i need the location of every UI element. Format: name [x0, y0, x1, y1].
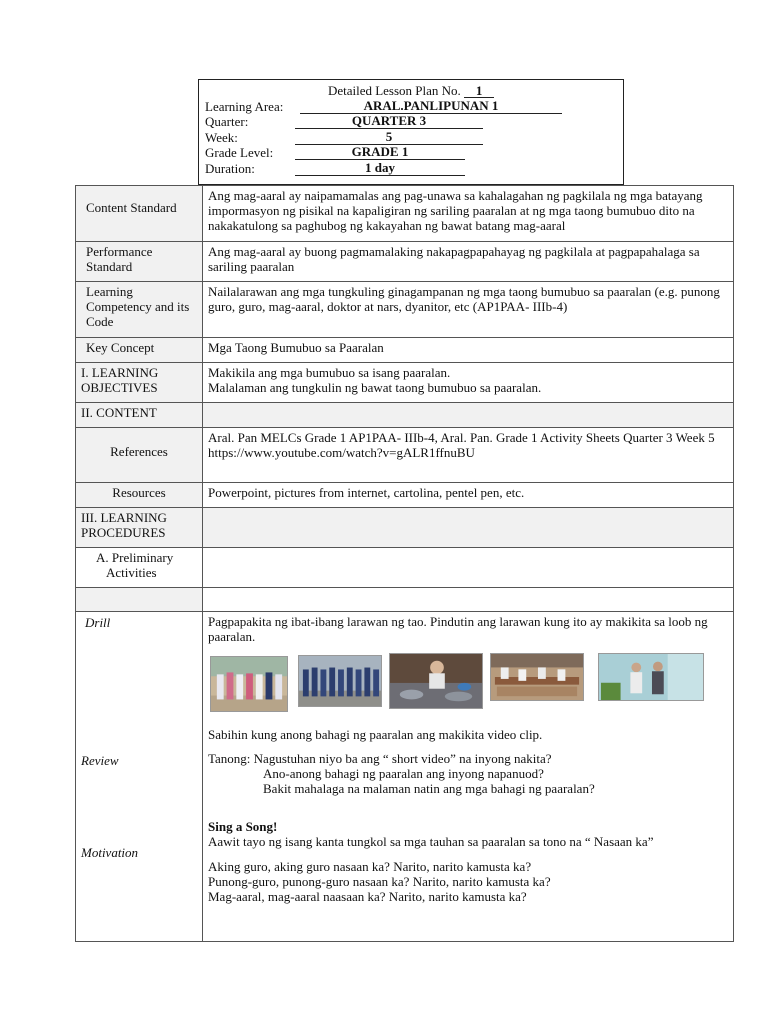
review-question-1: Tanong: Nagustuhan niyo ba ang “ short video” na inyong nakita? [208, 751, 552, 766]
song-lyric-1: Aking guro, aking guro nasaan ka? Narito, narito kamusta ka? [208, 859, 532, 874]
resources-label: Resources [76, 483, 203, 508]
week-value: 5 [295, 130, 483, 145]
spacer-value [203, 588, 734, 612]
learning-area-label: Learning Area: [205, 98, 284, 114]
duration-label: Duration: [205, 160, 255, 176]
row-preliminary [76, 548, 734, 588]
content-standard-value: Ang mag-aaral ay naipamamalas ang pag-unawa sa kahalagahan ng pagkilala ng mga batayang impormasyon ng pisikal na kapaligiran ng sariling paaralan at ng mga taong bumubuo dito na nakakatulong sa paghubog ng kakayahan ng bawat batang mag-aaral [203, 186, 734, 242]
duration-row [205, 161, 617, 177]
activities-labels [76, 612, 203, 942]
objectives-label: I. LEARNING OBJECTIVES [76, 363, 203, 403]
spacer-label [76, 588, 203, 612]
row-content [76, 403, 734, 428]
header-title: Detailed Lesson Plan No. 1 [205, 83, 617, 99]
grade-row [205, 145, 617, 161]
content-value [203, 403, 734, 428]
preliminary-label: A. Preliminary Activities [76, 548, 203, 588]
row-objectives [76, 363, 734, 403]
row-activities [76, 612, 734, 942]
week-row [205, 130, 617, 146]
review-label: Review [81, 753, 119, 768]
song-intro: Aawit tayo ng isang kanta tungkol sa mga tauhan sa paaralan sa tono na “ Nasaan ka” [208, 834, 654, 849]
lesson-number: 1 [464, 84, 494, 98]
duration-value: 1 day [295, 161, 465, 176]
learning-competency-label: Learning Competency and its Code [76, 282, 203, 338]
grade-label: Grade Level: [205, 145, 274, 160]
review-question-2: Ano-anong bahagi ng paaralan ang inyong napanuod? [263, 766, 544, 781]
review-question-3: Bakit mahalaga na malaman natin ang mga bahagi ng paaralan? [263, 781, 595, 796]
reference-link[interactable]: https://www.youtube.com/watch?v=gALR1ffnuBU [208, 445, 475, 460]
row-resources [76, 483, 734, 508]
photo-students-lineup[interactable] [298, 655, 382, 707]
quarter-value: QUARTER 3 [295, 114, 483, 129]
week-label: Week: [205, 129, 238, 145]
row-performance-standard [76, 242, 734, 282]
performance-standard-value: Ang mag-aaral ay buong pagmamalaking nakapagpapahayag ng pagkilala at pagpapahalaga sa sariling paaralan [203, 242, 734, 282]
learning-area-row [205, 99, 617, 115]
preliminary-value [203, 548, 734, 588]
quarter-label: Quarter: [205, 114, 249, 129]
lesson-plan-header [198, 79, 624, 185]
content-standard-label: Content Standard [76, 186, 203, 242]
quarter-row [205, 114, 617, 130]
learning-competency-value: Nailalarawan ang mga tungkuling ginagampanan ng mga taong bumubuo sa paaralan (e.g. punong guro, guro, mag-aaral, doktor at nars, dyanitor, etc (AP1PAA- IIIb-4) [203, 282, 734, 338]
row-procedures [76, 508, 734, 548]
key-concept-label: Key Concept [76, 338, 203, 363]
key-concept-value: Mga Taong Bumubuo sa Paaralan [203, 338, 734, 363]
content-label: II. CONTENT [76, 403, 203, 428]
photo-market-vendor[interactable] [389, 653, 483, 709]
drill-photo-strip [208, 653, 728, 715]
review-text: Sabihin kung anong bahagi ng paaralan ang makikita video clip. [208, 727, 543, 742]
photo-classroom[interactable] [490, 653, 584, 701]
row-learning-competency [76, 282, 734, 338]
procedures-value [203, 508, 734, 548]
motivation-label: Motivation [81, 845, 139, 860]
row-key-concept [76, 338, 734, 363]
lesson-plan-table [75, 185, 734, 942]
song-lyric-3: Mag-aaral, mag-aaral naasaan ka? Narito, narito kamusta ka? [208, 889, 527, 904]
row-references [76, 428, 734, 483]
drill-label: Drill [85, 615, 111, 630]
drill-text: Pagpapakita ng ibat-ibang larawan ng tao. Pindutin ang larawan kung ito ay makikita sa loob ng paaralan. [208, 614, 708, 644]
photo-school-staff[interactable] [598, 653, 704, 701]
procedures-label: III. LEARNING PROCEDURES [76, 508, 203, 548]
references-label: References [76, 428, 203, 483]
references-value: Aral. Pan MELCs Grade 1 AP1PAA- IIIb-4, Aral. Pan. Grade 1 Activity Sheets Quarter 3 Week 5 https://www.youtube.com/watch?v=gALR1ffnuBU [203, 428, 734, 483]
performance-standard-label: Performance Standard [76, 242, 203, 282]
song-title: Sing a Song! [208, 819, 278, 834]
song-lyric-2: Punong-guro, punong-guro nasaan ka? Narito, narito kamusta ka? [208, 874, 551, 889]
activities-content [203, 612, 734, 942]
resources-value: Powerpoint, pictures from internet, cartolina, pentel pen, etc. [203, 483, 734, 508]
learning-area-value: ARAL.PANLIPUNAN 1 [300, 99, 562, 114]
row-content-standard [76, 186, 734, 242]
grade-value: GRADE 1 [295, 145, 465, 160]
photo-students-posing[interactable] [210, 656, 288, 712]
row-spacer [76, 588, 734, 612]
objectives-value: Makikila ang mga bumubuo sa isang paaralan. Malalaman ang tungkulin ng bawat taong bumubuo sa paaralan. [203, 363, 734, 403]
